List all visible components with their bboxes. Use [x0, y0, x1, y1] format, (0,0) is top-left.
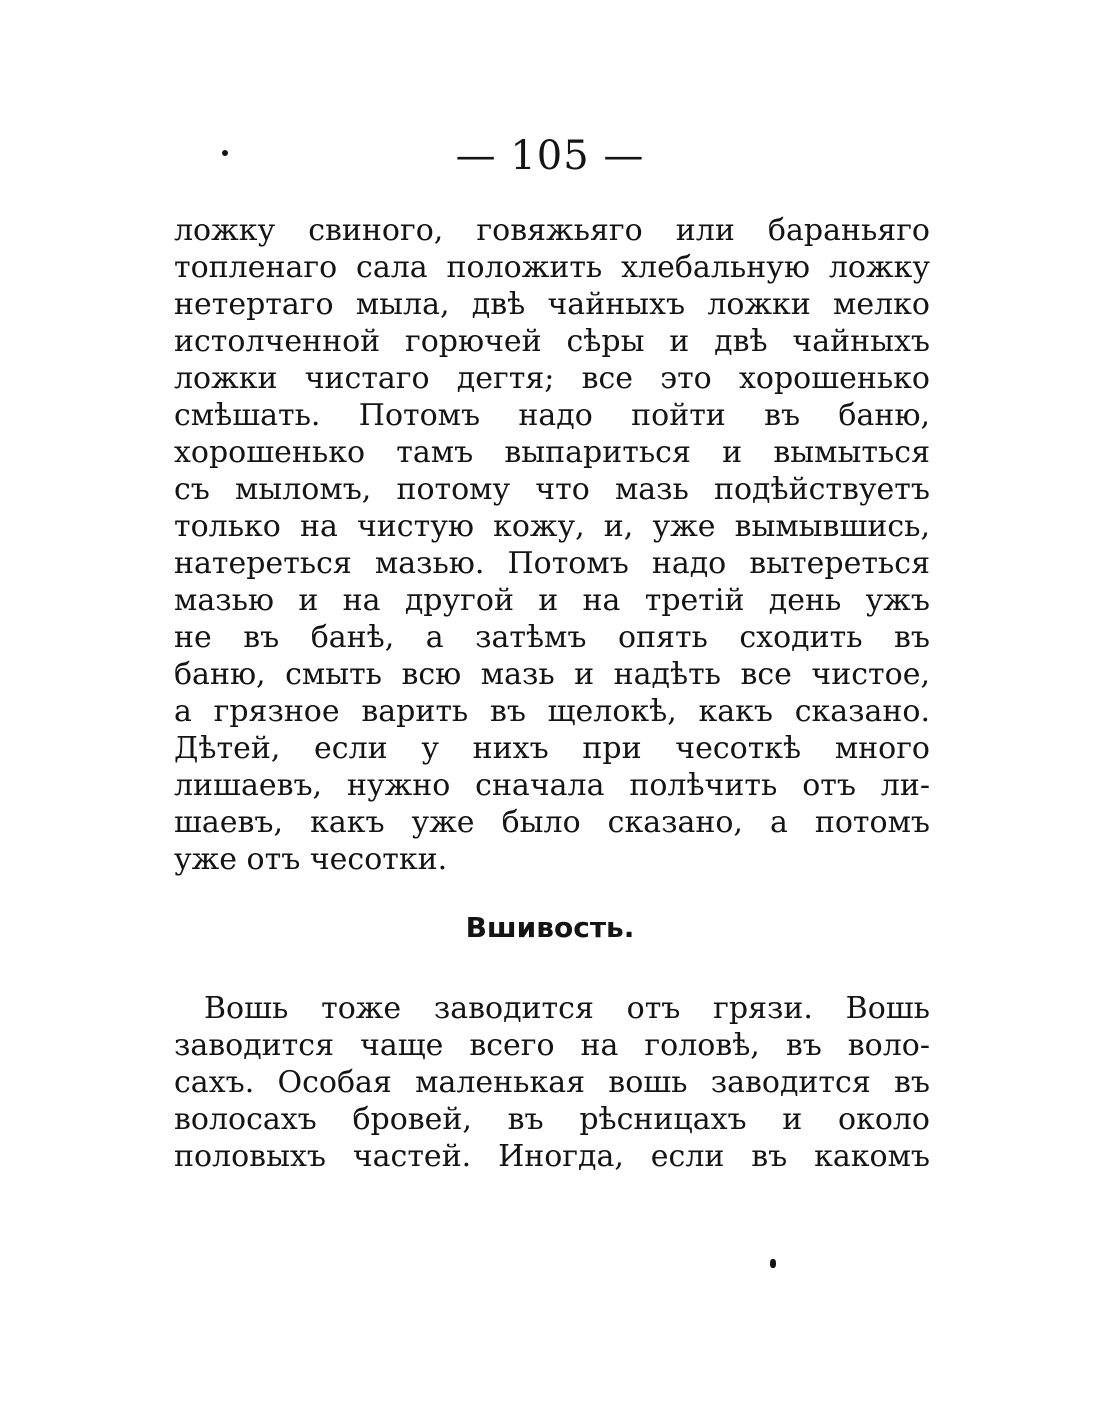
text-line: не въ банѣ, а затѣмъ опять сходить въ	[174, 620, 930, 655]
text-line: смѣшать. Потомъ надо пойти въ баню,	[174, 398, 930, 433]
text-line: хорошенько тамъ выпариться и вымыться	[174, 435, 930, 470]
text-line: мазью и на другой и на третій день ужъ	[174, 583, 930, 618]
text-line: волосахъ бровей, въ рѣсницахъ и около	[174, 1102, 930, 1137]
text-line: Вошь тоже заводится отъ грязи. Вошь	[204, 991, 930, 1026]
text-line: истолченной горючей сѣры и двѣ чайныхъ	[174, 324, 930, 359]
print-speck	[770, 1259, 776, 1268]
paragraph-lice	[174, 990, 930, 1175]
text-line: ложки чистаго дегтя; все это хорошенько	[174, 361, 930, 396]
text-line: сахъ. Особая маленькая вошь заводится въ	[174, 1065, 930, 1100]
text-line: заводится чаще всего на головѣ, въ воло-	[174, 1028, 930, 1063]
text-line: баню, смыть всю мазь и надѣть все чистое,	[174, 657, 930, 692]
text-line: а грязное варить въ щелокѣ, какъ сказано.	[174, 694, 930, 729]
text-line: нетертаго мыла, двѣ чайныхъ ложки мелко	[174, 287, 930, 322]
text-line: половыхъ частей. Иногда, если въ какомъ	[174, 1139, 930, 1174]
text-line: уже отъ чесотки.	[174, 842, 448, 877]
text-line: натереться мазью. Потомъ надо вытереться	[174, 546, 930, 581]
paragraph-scabies-treatment	[174, 212, 930, 878]
page-header	[0, 126, 1100, 186]
section-heading: Вшивость.	[465, 911, 635, 944]
text-line: Дѣтей, если у нихъ при чесоткѣ много	[174, 731, 930, 766]
text-line: съ мыломъ, потому что мазь подѣйствуетъ	[174, 472, 930, 507]
text-line: топленаго сала положить хлебальную ложку	[174, 250, 930, 285]
page-number: — 105 —	[455, 133, 645, 179]
text-line: шаевъ, какъ уже было сказано, а потомъ	[174, 805, 930, 840]
text-line: только на чистую кожу, и, уже вымывшись,	[174, 509, 930, 544]
text-line: ложку свиного, говяжьяго или бараньяго	[174, 213, 930, 248]
text-line: лишаевъ, нужно сначала полѣчить отъ ли-	[174, 768, 930, 803]
